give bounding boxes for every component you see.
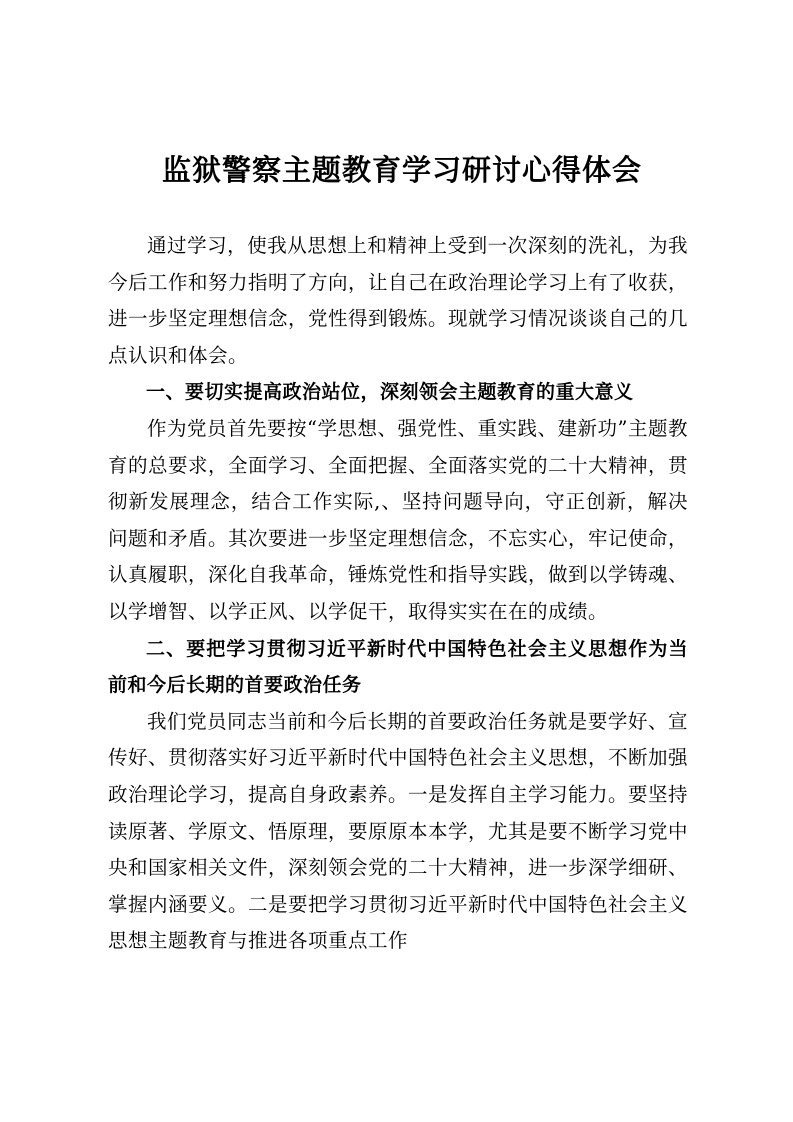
paragraph-section-2: 我们党员同志当前和今后长期的首要政治任务就是要学好、宣传好、贯彻落实好习近平新时代中国特色社会主义思想，不断加强政治理论学习，提高自身政素养。一是发挥自主学习能力。要坚持读原著、学原文、悟原理，要原原本本学，尤其是要不断学习党中央和国家相关文件，深刻领会党的二十大精神，进一步深学细研、掌握内涵要义。二是要把学习贯彻习近平新时代中国特色社会主义思想主题教育与推进各项重点工作	[108, 709, 689, 953]
section-heading-1: 一、要切实提高政治站位，深刻领会主题教育的重大意义	[146, 381, 634, 404]
section-heading-2: 二、要把学习贯彻习近平新时代中国特色社会主义思想作为当前和今后长期的首要政治任务	[108, 637, 688, 697]
paragraph-section-1: 作为党员首先要按“学思想、强党性、重实践、建新功”主题教育的总要求，全面学习、全面把握、全面落实党的二十大精神，贯彻新发展理念，结合工作实际,、坚持问题导向，守正创新，解决问题和矛盾。其次要进一步坚定理想信念，不忘实心，牢记使命，认真履职，深化自我革命，锤炼党性和指导实践，做到以学铸魂、以学增智、以学正风、以学促干，取得实实在在的成绩。	[108, 416, 689, 623]
document-body	[108, 228, 688, 960]
paragraph-intro: 通过学习，使我从思想上和精神上受到一次深刻的洗礼，为我今后工作和努力指明了方向，让自己在政治理论学习上有了收获，进一步坚定理想信念，党性得到锻炼。现就学习情况谈谈自己的几点认识和体会。	[108, 234, 689, 367]
document-title: 监狱警察主题教育学习研讨心得体会	[162, 153, 643, 187]
